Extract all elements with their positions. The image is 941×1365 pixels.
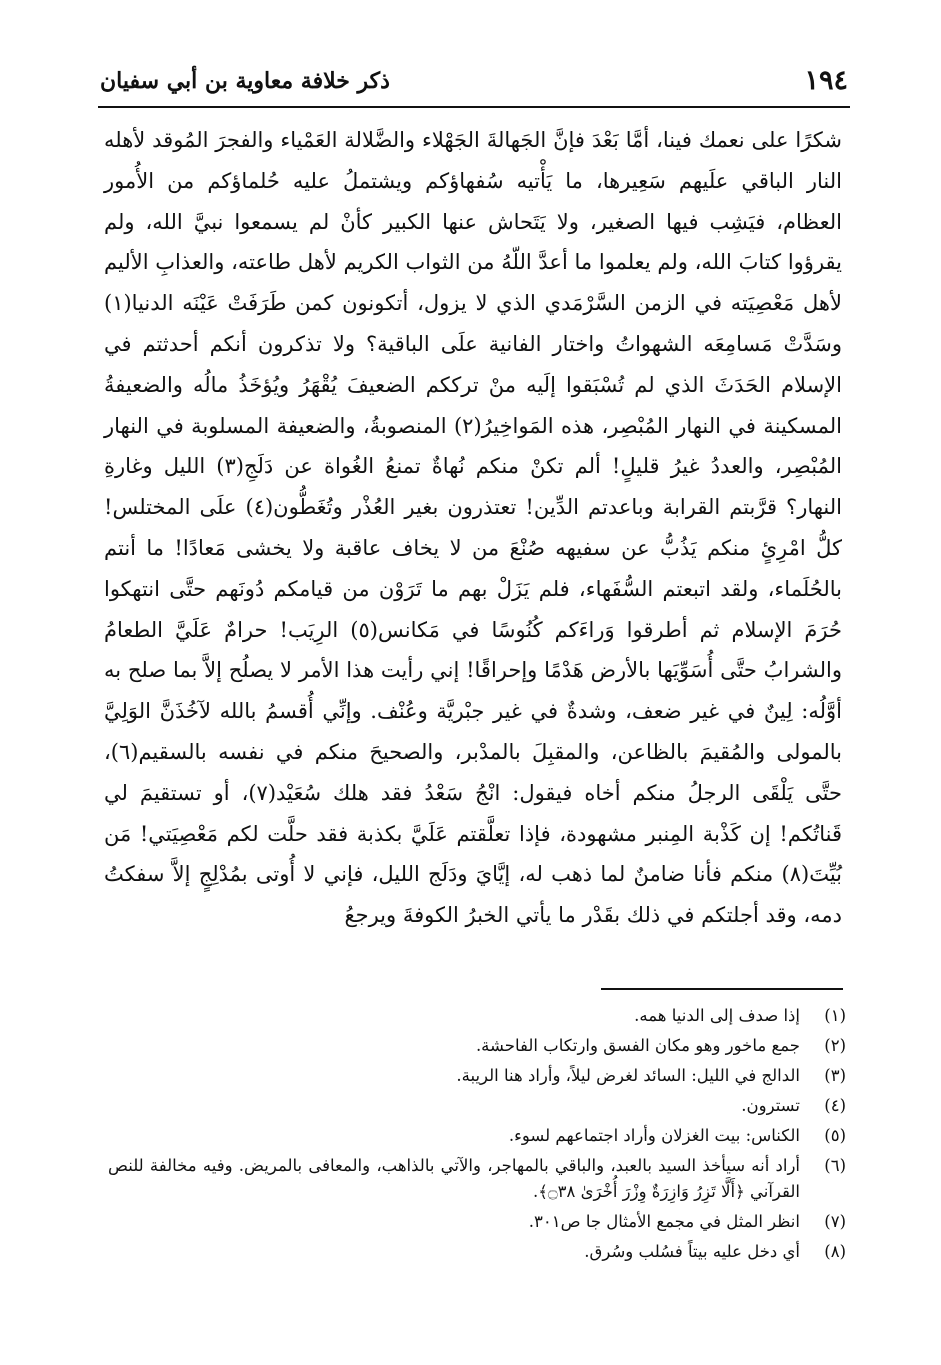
footnote-number: (٧) [824,1212,846,1231]
footnote-number: (٥) [824,1126,846,1145]
footnote-number: (٤) [824,1096,846,1115]
body-paragraph: شكرًا على نعمك فينا، أمَّا بَعْدَ فإنَّ الجَهالةَ الجَهْلاء والضَّلالة العَمْياء والفجرَ المُوقد لأهله النار الباقي علَيهم سَعِيرها، ما يَأْتيه سُفهاؤكم ويشتملُ عليه حُلماؤكم من الأُمور العظام، فيَشِب فيها الصغير، ولا يَتَحاش عنها الكبير كأنْ لم يسمعوا نبيَّ الله، ولم يقرؤوا كتابَ الله، ولم يعلموا ما أعدَّ اللّهُ من الثواب الكريم لأهل طاعته، والعذابِ الأليم لأهل مَعْصِيَته في الزمن السَّرْمَدي الذي لا يزول، أتكونون كمن طَرَفَتْ عَيْنَه الدنيا(١) وسَدَّتْ مَسامِعَه الشهواتُ واختار الفانية علَى الباقية؟ ولا تذكرون أنكم أحدثتم في الإسلام الحَدَثَ الذي لم تُسْبَقوا إلَيه منْ ترككم الضعيفَ يُقْهَرُ ويُؤخَذُ مالُه والضعيفةُ المسكينة في النهار المُبْصِر، هذه المَواخِيرُ(٢) المنصوبةُ، والضعيفة المسلوبة في النهار المُبْصِر، والعددُ غيرُ قليلٍ! ألم تكنْ منكم نُهاةٌ تمنعُ الغُواة عن دَلَجِ(٣) الليل وغارةِ النهار؟ قرَّبتم القرابة وباعدتم الدِّين! تعتذرون بغير العُذْر وتُغَطُّون(٤) علَى المختلس! كلُّ امْرِئٍ منكم يَذُبُّ عن سفيهه صُنْعَ من لا يخاف عاقبة ولا يخشى مَعادًا! ما أنتم بالحُلَماء، ولقد اتبعتم السُّفَهاء، فلم يَزَلْ بهم ما تَرَوْن من قيامكم دُونَهم حتَّى انتهكوا حُرَمَ الإسلام ثم أطرقوا وَراءَكم كُنُوسًا في مَكانس(٥) الرِيَب! حرامٌ عَلَيَّ الطعامُ والشرابُ حتَّى أُسَوِّيَها بالأرض هَدْمًا وإحراقًا! إني رأيت هذا الأمر لا يصلُح إلاَّ بما صلح به أوَّلُه: لِينٌ في غير ضعف، وشدةٌ في غير جبْريَّة وعُنْف. وإنِّي أُقسمُ بالله لآخُذَنَّ الوَلِيَّ بالمولى والمُقيمَ بالظاعن، والمقبِلَ بالمدْبر، والصحيحَ منكم في نفسه بالسقيم(٦)، حتَّى يَلْقَى الرجلُ منكم أخاه فيقول: انْجُ سَعْدُ فقد هلك سُعَيْد(٧)، أو تستقيمَ لي قَناتُكم! إن كَذْبة المِنبر مشهودة، فإذا تعلَّقتم عَلَيَّ بكذبة فقد حلَّت لكم مَعْصِيَتي! مَن بُيِّتَ(٨) منكم فأنا ضامنٌ لما ذهب له، إيَّايَ ودَلَج الليل، فإني لا أُوتى بمُدْلِجٍ إلاَّ سفكتُ دمه، وقد أجلتكم في ذلك بقَدْر ما يأتي الخبرُ الكوفةَ ويرجعُ [104,128,843,928]
footnote-8 [108,1239,846,1265]
footnote-number: (٢) [824,1036,846,1055]
footnote-text: إذا صدف إلى الدنيا همه. [634,1006,800,1025]
footnote-5 [108,1123,846,1149]
footnote-1 [108,1003,846,1029]
footnote-2 [108,1033,846,1059]
footnote-text: الدالج في الليل: السائد لغرض ليلاً، وأراد هنا الريبة. [456,1066,800,1085]
footnote-separator [601,988,843,990]
footnote-4 [108,1093,846,1119]
footnote-text: أراد أنه سيأخذ السيد بالعبد، والباقي بالمهاجر، والآتي بالذاهب، والمعافى بالمريض. وفيه مخالفة للنص القرآني ﴿أَلَّا تَزِرُ وَازِرَةٌ وِزْرَ أُخْرَىٰ ۝٣٨﴾. [108,1156,800,1201]
footnote-text: الكناس: بيت الغزلان وأراد اجتماعهم لسوء. [508,1126,800,1145]
footnote-number: (٦) [824,1156,846,1175]
footnote-text: تسترون. [741,1096,800,1115]
page-header [98,58,850,108]
running-title: ذكر خلافة معاوية بن أبي سفيان [100,68,390,94]
footnote-text: أي دخل عليه بيتاً فسُلب وسُرق. [584,1242,800,1261]
header-rule [98,106,850,108]
footnote-number: (٣) [824,1066,846,1085]
footnotes-list [108,1003,846,1269]
footnote-number: (٨) [824,1242,846,1261]
footnote-7 [108,1209,846,1235]
footnote-number: (١) [824,1006,846,1025]
footnote-6 [108,1153,846,1205]
footnote-text: جمع ماخور وهو مكان الفسق وارتكاب الفاحشة. [475,1036,800,1055]
page-number: ١٩٤ [804,65,848,96]
footnote-3 [108,1063,846,1089]
footnote-text: انظر المثل في مجمع الأمثال جا ص٣٠١. [528,1212,800,1231]
